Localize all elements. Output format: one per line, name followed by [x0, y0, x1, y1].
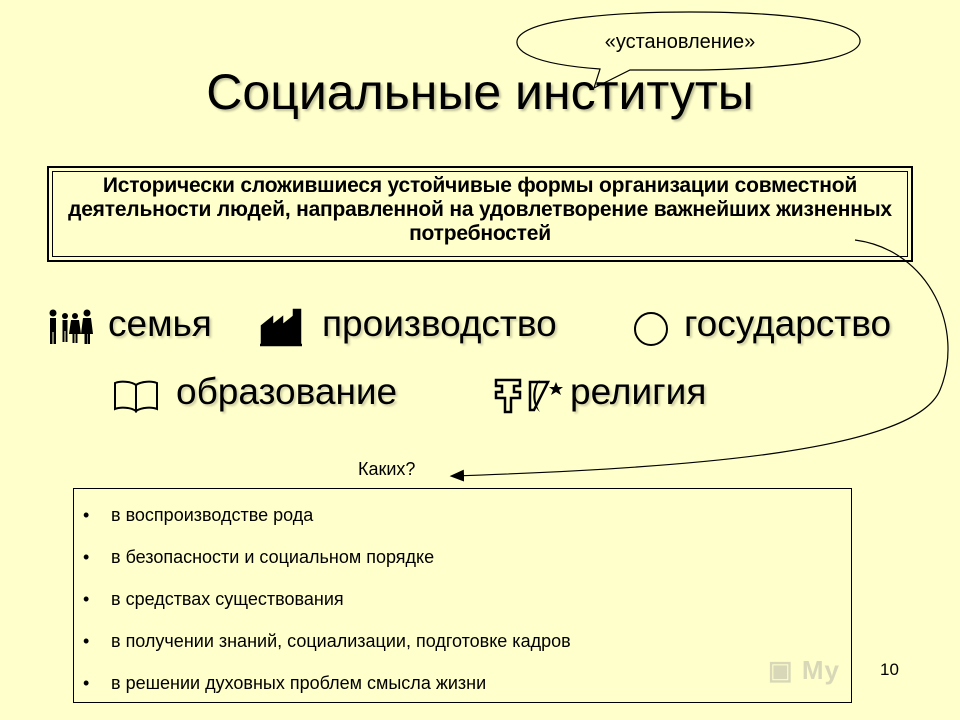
callout-text: «установление»	[604, 31, 756, 53]
institution-education: образование	[176, 371, 398, 412]
list-item: • в решении духовных проблем смысла жизни	[83, 662, 571, 704]
institution-production: производство	[322, 303, 557, 344]
institution-religion: религия	[570, 371, 707, 412]
list-item: • в воспроизводстве рода	[83, 494, 571, 536]
factory-icon	[258, 308, 304, 353]
page-number: 10	[880, 660, 899, 679]
religion-icon	[490, 376, 566, 421]
slide-title: Социальные институты	[206, 64, 754, 120]
needs-list	[83, 494, 571, 704]
flag-icon	[632, 310, 670, 353]
list-item: • в получении знаний, социализации, подготовке кадров	[83, 620, 571, 662]
family-icon	[46, 308, 94, 353]
connector-arrow	[452, 240, 948, 476]
institution-state: государство	[684, 303, 892, 344]
question-label: Каких?	[358, 459, 416, 479]
watermark-icon: ▣	[768, 655, 794, 685]
book-icon	[112, 377, 160, 422]
institution-family: семья	[108, 303, 212, 344]
definition-text: Исторически сложившиеся устойчивые формы организации совместной деятельности людей, направленной на удовлетворение важнейших жизненных потребностей	[68, 174, 892, 245]
watermark-text: My	[801, 655, 840, 685]
list-item: • в средствах существования	[83, 578, 571, 620]
list-item: • в безопасности и социальном порядке	[83, 536, 571, 578]
